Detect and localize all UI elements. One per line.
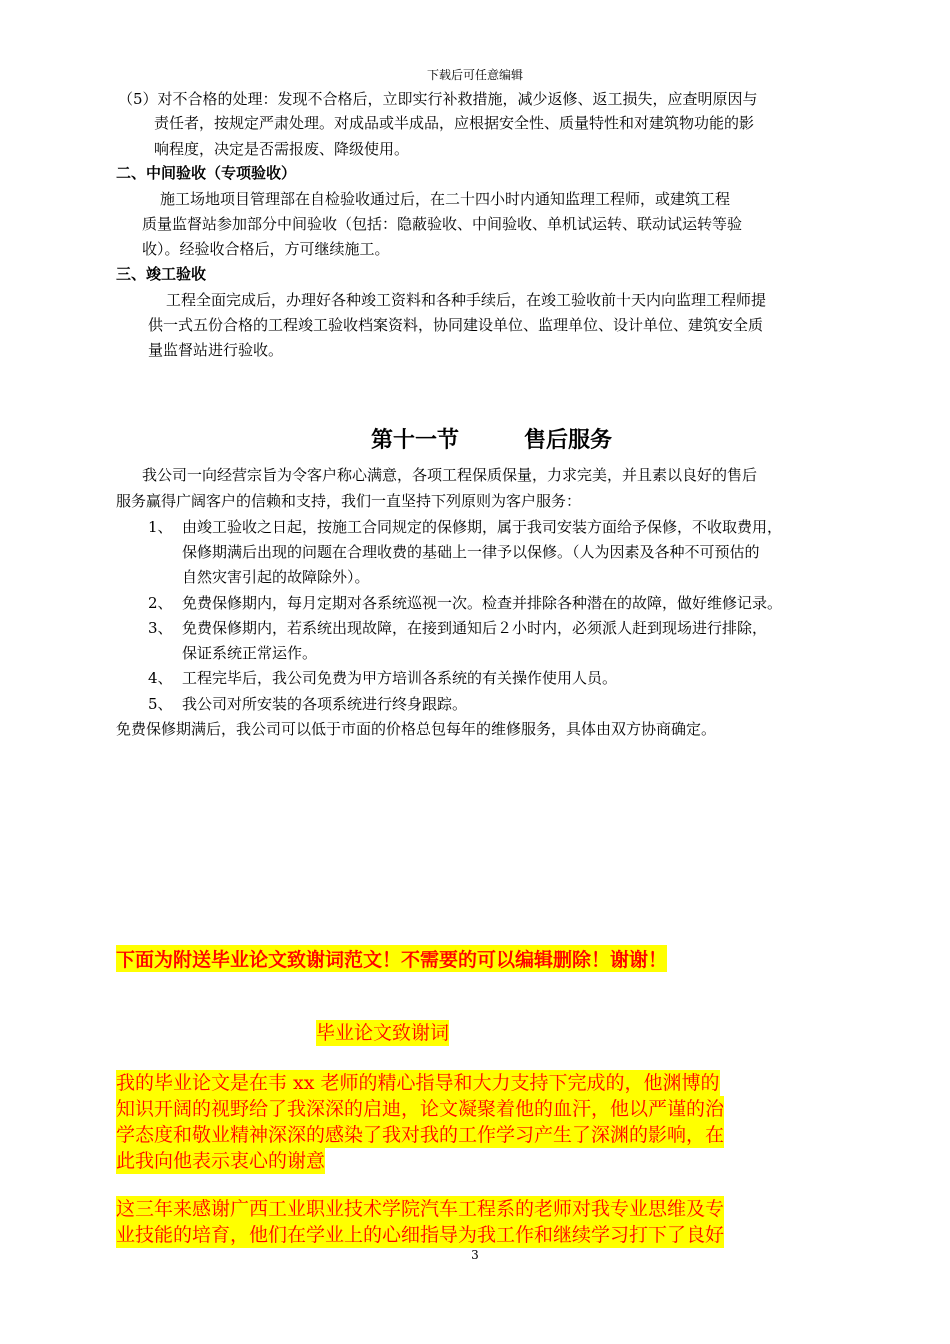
section11-intro-line-2: 服务赢得广阔客户的信赖和支持，我们一直坚持下列原则为客户服务：: [116, 492, 582, 510]
list-item-number: 4、: [148, 669, 173, 687]
list-item-line: 免费保修期内，每月定期对各系统巡视一次。检查并排除各种潜在的故障，做好维修记录。: [182, 594, 783, 612]
list-item-line: 我公司对所安装的各项系统进行终身跟踪。: [182, 695, 468, 713]
list-item-line: 保证系统正常运作。: [182, 644, 318, 662]
ack-para1-line-4: 此我向他表示衷心的谢意: [116, 1150, 326, 1172]
section11-title-number: 第十一节: [371, 428, 460, 453]
section3-line-1: 工程全面完成后，办理好各种竣工资料和各种手续后，在竣工验收前十天内向监理工程师提: [166, 291, 767, 309]
section3-line-3: 量监督站进行验收。: [148, 341, 284, 359]
page-header: 下载后可任意编辑: [426, 68, 523, 82]
list-item-line: 免费保修期内，若系统出现故障，在接到通知后２小时内，必须派人赶到现场进行排除，: [182, 619, 768, 637]
appendix-notice: 下面为附送毕业论文致谢词范文！不需要的可以编辑删除！谢谢！: [116, 945, 667, 972]
section2-line-1: 施工场地项目管理部在自检验收通过后，在二十四小时内通知监理工程师，或建筑工程: [160, 190, 731, 208]
list-item-number: 3、: [148, 619, 173, 637]
item5-line-3: 响程度，决定是否需报废、降级使用。: [154, 140, 410, 158]
list-item-number: 5、: [148, 695, 173, 713]
section3-line-2: 供一式五份合格的工程竣工验收档案资料，协同建设单位、监理单位、设计单位、建筑安全质: [148, 316, 764, 334]
section2-line-2: 质量监督站参加部分中间验收（包括：隐蔽验收、中间验收、单机试运转、联动试运转等验: [142, 215, 743, 233]
ack-para2-line-1: 这三年来感谢广西工业职业技术学院汽车工程系的老师对我专业思维及专: [116, 1198, 725, 1220]
section3-heading: 三、竣工验收: [116, 265, 207, 283]
section11-intro-line-1: 我公司一向经营宗旨为令客户称心满意，各项工程保质保量，力求完美，并且素以良好的售后: [142, 466, 758, 484]
list-item-line: 工程完毕后，我公司免费为甲方培训各系统的有关操作使用人员。: [182, 669, 618, 687]
section11-title-name: 售后服务: [524, 428, 613, 453]
ack-para1-line-1: 我的毕业论文是在韦 xx 老师的精心指导和大力支持下完成的，他渊博的: [116, 1072, 720, 1094]
section11-closing: 免费保修期满后，我公司可以低于市面的价格总包每年的维修服务，具体由双方协商确定。: [116, 720, 717, 738]
ack-para2-line-2: 业技能的培育，他们在学业上的心细指导为我工作和继续学习打下了良好: [116, 1224, 725, 1246]
list-item-number: 2、: [148, 594, 173, 612]
list-item-line: 自然灾害引起的故障除外）。: [182, 568, 370, 586]
ack-para1-line-3: 学态度和敬业精神深深的感染了我对我的工作学习产生了深渊的影响，在: [116, 1124, 725, 1146]
item5-line-1: （5）对不合格的处理：发现不合格后，立即实行补救措施，减少返修、返工损失，应查明原因与: [118, 90, 758, 108]
ack-para1-line-2: 知识开阔的视野给了我深深的启迪，论文凝聚着他的血汗，他以严谨的治: [116, 1098, 725, 1120]
item5-line-2: 责任者，按规定严肃处理。对成品或半成品，应根据安全性、质量特性和对建筑物功能的影: [154, 114, 755, 132]
section2-heading: 二、中间验收（专项验收）: [116, 164, 297, 182]
list-item-line: 由竣工验收之日起，按施工合同规定的保修期，属于我司安装方面给予保修，不收取费用，: [182, 518, 783, 536]
section2-line-3: 收）。经验收合格后，方可继续施工。: [142, 240, 390, 258]
list-item-number: 1、: [148, 518, 173, 536]
appendix-title: 毕业论文致谢词: [316, 1022, 450, 1044]
page-number: 3: [471, 1248, 479, 1262]
list-item-line: 保修期满后出现的问题在合理收费的基础上一律予以保修。（人为因素及各种不可预估的: [182, 543, 760, 561]
